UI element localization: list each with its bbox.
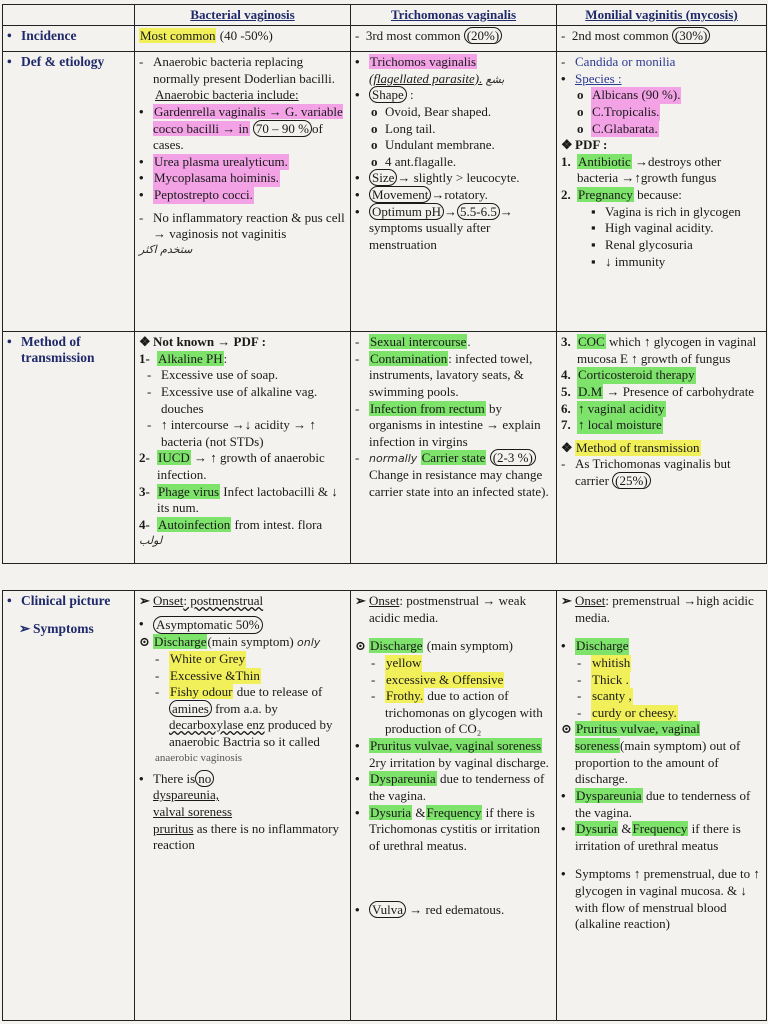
clinical-tv: ➢ Onset: postmenstrual → weak acidic media. ⊙ Discharge (main symptom) - yellow - excessive & Offensive - Frothy. due to action of trichomonas on glycogen with production of CO₂ • Pruritus vulvae, vaginal soreness 2ry irritation by vaginal discharge. • Dyspareunia due to tenderness of the vagina. • Dysuria &Frequency if there is Trichomonas cystitis or irritation of urethral meatus. • Vulva → red edematous. [351, 591, 557, 1021]
comparison-table-clinical [2, 590, 767, 1021]
incidence-bv: Most common (40 -50%) [135, 26, 351, 52]
def-tv: • Trichomos vaginalis (flagellated parasite). بشع • Shape : o Ovoid, Bear shaped. o Long tail. o Undulant membrane. o 4 ant.flagalle. • Size → slightly > leucocyte. • Movement →rotatory. • Optimum pH → 5.5-6.5 → symptoms usually after menstruation [351, 52, 557, 332]
comparison-table-top [2, 4, 767, 564]
incidence-tv: - 3rd most common (20%) [351, 26, 557, 52]
incidence-row [3, 26, 767, 52]
header-blank [3, 5, 135, 26]
header-row [3, 5, 767, 26]
incidence-label: • Incidence [3, 26, 135, 52]
incidence-mv: - 2nd most common (30%) [557, 26, 767, 52]
header-monilial: Monilial vaginitis (mycosis) [557, 5, 767, 26]
def-mv: - Candida or monilia • Species : o Albicans (90 %). o C.Tropicalis. o C.Glabarata. ❖ PDF : 1. Antibiotic →destroys other bacteria →↑growth fungus 2. Pregnancy because: ▪ Vagina is rich in glycogen ▪ High vaginal acidity. ▪ Renal glycosuria ▪ ↓ immunity [557, 52, 767, 332]
method-row [3, 332, 767, 564]
margin-note-bv: ستخدم اكثر [139, 242, 193, 256]
method-bv: ❖ Not known → PDF : 1- Alkaline PH: - Excessive use of soap. - Excessive use of alkaline vag. douches - ↑ intercourse →↓ acidity → ↑ bacteria (not STDs) 2- IUCD → ↑ growth of anaerobic infection. 3- Phage virus Infect lactobacilli & ↓ its num. 4- Autoinfection from intest. flora لولب [135, 332, 351, 564]
header-trichomonas: Trichomonas vaginalis [351, 5, 557, 26]
clinical-mv: ➢ Onset: premenstrual →high acidic media. • Discharge - whitish - Thick . - scanty , - curdy or cheesy. ⊙ Pruritus vulvae, vaginal soreness(main symptom) out of proportion to the amount of discharge. • Dyspareunia due to tenderness of the vagina. • Dysuria &Frequency if there is irritation of urethral meatus • Symptoms ↑ premenstrual, due to ↑ glycogen in vaginal mucosa. & ↓ with flow of menstrual blood (alkaline reaction) [557, 591, 767, 1021]
clinical-label: • Clinical picture ➢ Symptoms [3, 591, 135, 1021]
method-mv: 3. COC which ↑ glycogen in vaginal mucosa E ↑ growth of fungus 4. Corticosteroid therapy 5. D.M → Presence of carbohydrate 6. ↑ vaginal acidity 7. ↑ local moisture ❖ Method of transmission - As Trichomonas vaginalis but carrier (25%) [557, 332, 767, 564]
def-row [3, 52, 767, 332]
method-label: • Method of transmission [3, 332, 135, 564]
header-bacterial-vaginosis: Bacterial vaginosis [135, 5, 351, 26]
method-tv: - Sexual intercourse. - Contamination: infected towel, instruments, lavatory seats, & swimming pools. - Infection from rectum by organisms in intestine → explain infection in virgins - normally Carrier state (2-3 %) Change in resistance may change carrier state into an infected state). [351, 332, 557, 564]
margin-note-iucd: لولب [139, 533, 163, 547]
def-bv: - Anaerobic bacteria replacing normally present Doderlian bacilli. Anaerobic bacteria include: • Gardenrella vaginalis → G. variable cocco bacilli → in 70 – 90 % of cases. • Urea plasma urealyticum. • Mycoplasama hoiminis. • Peptostrepto cocci. - No inflammatory reaction & pus cell → vaginosis not vaginitis ستخدم اكثر [135, 52, 351, 332]
def-label: • Def & etiology [3, 52, 135, 332]
clinical-row [3, 591, 767, 1021]
clinical-bv: ➢ Onset: postmenstrual • Asymptomatic 50% ⊙ Discharge(main symptom) only - White or Grey - Excessive &Thin - Fishy odour due to release of amines from a.a. by decarboxylase enz produced by anaerobic Bactria so it called anaerobic vaginosis • There is no dyspareunia, valval soreness pruritus as there is no inflammatory reaction [135, 591, 351, 1021]
